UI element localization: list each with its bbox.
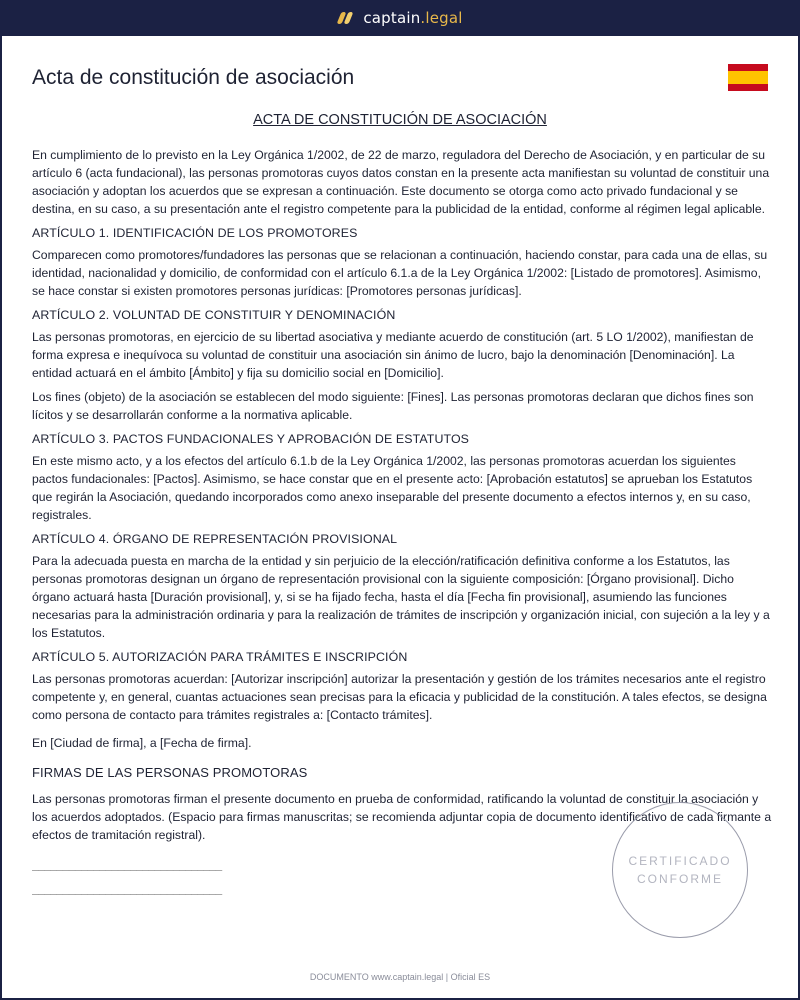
article-2-text-2: Los fines (objeto) de la asociación se establecen del modo siguiente: [Fines]. Las personas promotoras declaran que dichos fines son lícitos y se desarrollarán conforme a la normativa aplicable. — [32, 390, 754, 422]
signature-line: _______________________________ — [32, 858, 222, 871]
article-2-text: Las personas promotoras, en ejercicio de su libertad asociativa y mediante acuerdo de constitución (art. 5 LO 1/2002), manifiestan de forma expresa e inequívoca su voluntad de constituir una asociación sin ánimo de lucro, bajo la denominación [Denominación]. La entidad actuará en el ámbito [Ámbito] y fija su domicilio social en [Domicilio]. — [32, 330, 754, 380]
top-bar — [0, 0, 800, 36]
stamp-line-2: CONFORME — [637, 872, 723, 886]
captain-logo-icon — [337, 10, 355, 26]
document-heading: ACTA DE CONSTITUCIÓN DE ASOCIACIÓN — [253, 112, 547, 128]
signatures-text: Las personas promotoras firman el presente documento en prueba de conformidad, ratificando la voluntad de constituir la asociación y los acuerdos adoptados. (Espacio para firmas manuscritas; se recomienda adjuntar copia de documento identificativo de cada firmante a efectos de tramitación registral). — [32, 792, 772, 842]
article-4-title: ARTÍCULO 4. ÓRGANO DE REPRESENTACIÓN PROVISIONAL — [32, 532, 398, 546]
article-5-title: ARTÍCULO 5. AUTORIZACIÓN PARA TRÁMITES E INSCRIPCIÓN — [32, 650, 408, 664]
page-footer: DOCUMENTO www.captain.legal | Oficial ES — [309, 972, 491, 982]
certification-stamp — [612, 802, 748, 938]
signature-line: _______________________________ — [32, 882, 222, 895]
place-date: En [Ciudad de firma], a [Fecha de firma]. — [32, 736, 252, 750]
article-5-text: Las personas promotoras acuerdan: [Autorizar inscripción] autorizar la presentación y gestión de los trámites necesarios ante el registro competente y, en general, cuantas actuaciones sean precisas para la eficacia y publicidad de la constitución. A tales efectos, se designa como persona de contacto para trámites registrales a: [Contacto trámites]. — [32, 672, 767, 722]
brand-logo[interactable] — [337, 9, 462, 27]
signatures-title: FIRMAS DE LAS PERSONAS PROMOTORAS — [32, 765, 308, 780]
document-body — [32, 146, 772, 896]
page-title: Acta de constitución de asociación — [32, 66, 355, 89]
article-3-text: En este mismo acto, y a los efectos del artículo 6.1.b de la Ley Orgánica 1/2002, las personas promotoras acuerdan los siguientes pactos fundacionales: [Pactos]. Asimismo, se hace constar que en el presente acto: [Aprobación estatutos] se aprueban los Estatutos que regirán la Asociación, quedando incorporados como anexo inseparable del presente documento a efectos internos y, en su caso, registrales. — [32, 454, 753, 522]
article-2-title: ARTÍCULO 2. VOLUNTAD DE CONSTITUIR Y DENOMINACIÓN — [32, 308, 396, 322]
spain-flag-icon — [728, 64, 768, 91]
article-1-text: Comparecen como promotores/fundadores las personas que se relacionan a continuación, haciendo constar, para cada una de ellas, su identidad, nacionalidad y domicilio, de conformidad con el artículo 6.1.a de la Ley Orgánica 1/2002: [Listado de promotores]. Asimismo, se hace constar si existen promotores personas jurídicas: [Promotores personas jurídicas]. — [32, 248, 768, 298]
stamp-line-1: CERTIFICADO — [628, 854, 732, 868]
document-page — [2, 36, 798, 998]
intro-paragraph: En cumplimiento de lo previsto en la Ley Orgánica 1/2002, de 22 de marzo, reguladora del Derecho de Asociación, y en particular de su artículo 6 (acta fundacional), las personas promotoras cuyos datos constan en la presente acta manifiestan su voluntad de constituir una asociación y adoptan los acuerdos que se expresan a continuación. Este documento se otorga como acto privado fundacional y se destina, en su caso, a su presentación ante el registro competente para la publicidad de la entidad, conforme al régimen legal aplicable. — [32, 148, 770, 216]
article-1-title: ARTÍCULO 1. IDENTIFICACIÓN DE LOS PROMOTORES — [32, 226, 358, 240]
article-4-text: Para la adecuada puesta en marcha de la entidad y sin perjuicio de la elección/ratificación definitiva conforme a los Estatutos, las personas promotoras designan un órgano de representación provisional con la siguiente composición: [Órgano provisional]. Dicho órgano actuará hasta [Duración provisional], y, si se ha fijado fecha, hasta el día [Fecha fin provisional], asumiendo las funciones necesarias para la administración ordinaria y para la realización de trámites de inscripción y organización inicial, con sujeción a la ley y a los Estatutos. — [32, 554, 770, 640]
article-3-title: ARTÍCULO 3. PACTOS FUNDACIONALES Y APROBACIÓN DE ESTATUTOS — [32, 432, 470, 446]
brand-name: captain.legal — [363, 9, 463, 27]
